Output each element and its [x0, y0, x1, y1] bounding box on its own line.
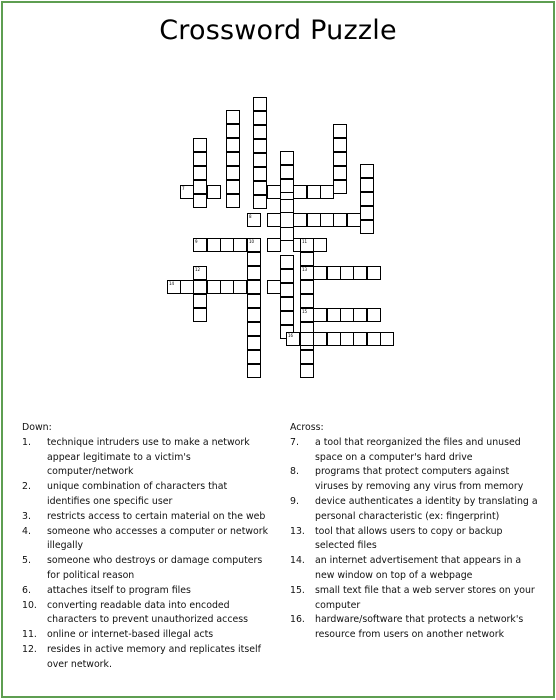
grid-cell[interactable]	[333, 180, 347, 194]
clue-text: tool that allows users to copy or backup selected files	[315, 525, 503, 552]
grid-cell[interactable]	[367, 332, 381, 346]
grid-cell[interactable]	[226, 194, 240, 208]
across-clue	[290, 613, 540, 643]
grid-cell[interactable]	[193, 308, 207, 322]
grid-cell[interactable]	[313, 332, 327, 346]
grid-cell[interactable]	[253, 125, 267, 139]
grid-cell[interactable]	[280, 179, 294, 193]
clue-number: 13.	[290, 525, 305, 537]
clue-number: 11.	[22, 629, 37, 641]
grid-cell[interactable]	[167, 280, 181, 294]
grid-cell[interactable]	[247, 350, 261, 364]
grid-cell[interactable]	[347, 213, 361, 227]
clue-number: 6.	[22, 584, 31, 596]
grid-cell[interactable]	[280, 151, 294, 165]
grid-cell[interactable]	[360, 220, 374, 234]
grid-cell[interactable]	[207, 238, 221, 252]
grid-cell[interactable]	[300, 294, 314, 308]
clue-number: 14.	[290, 555, 305, 567]
grid-cell[interactable]	[226, 124, 240, 138]
grid-cell[interactable]	[300, 252, 314, 266]
grid-cell[interactable]	[307, 213, 321, 227]
across-clue-list	[290, 436, 540, 643]
grid-cell[interactable]	[333, 152, 347, 166]
clue-number: 15	[302, 309, 308, 314]
grid-cell[interactable]	[226, 180, 240, 194]
grid-cell[interactable]	[280, 227, 294, 241]
down-clue-list	[22, 436, 272, 673]
clue-number: 9.	[290, 495, 299, 507]
grid-cell[interactable]	[313, 238, 327, 252]
grid-cell[interactable]	[353, 308, 367, 322]
clue-number: 9	[195, 239, 198, 244]
across-clue	[290, 465, 540, 495]
down-clue	[22, 510, 272, 525]
grid-cell[interactable]	[340, 266, 354, 280]
grid-cell[interactable]	[293, 213, 307, 227]
grid-cell[interactable]	[220, 280, 234, 294]
clue-text: programs that protect computers against viruses by removing any virus from memory	[315, 466, 524, 493]
clue-number: 13	[302, 267, 308, 272]
across-clue	[290, 436, 540, 466]
across-heading: Across:	[290, 422, 324, 433]
down-clues	[22, 421, 272, 673]
clue-text: someone who destroys or damage computers for political reason	[47, 555, 263, 581]
grid-cell[interactable]	[300, 364, 314, 378]
clue-number: 2.	[22, 481, 31, 493]
grid-cell[interactable]	[360, 178, 374, 192]
grid-cell[interactable]	[280, 311, 294, 325]
clue-text: device authenticates a identity by translating a personal characteristic (ex: fingerprint)	[315, 495, 538, 522]
clue-number: 7	[182, 186, 185, 191]
grid-cell[interactable]	[193, 280, 207, 294]
clue-number: 8.	[290, 466, 299, 478]
grid-cell[interactable]	[367, 266, 381, 280]
across-clues	[290, 421, 540, 643]
grid-cell[interactable]	[193, 166, 207, 180]
grid-cell[interactable]	[226, 166, 240, 180]
grid-cell[interactable]	[193, 294, 207, 308]
grid-cell[interactable]	[220, 238, 234, 252]
clue-text: online or internet-based illegal acts	[47, 629, 214, 641]
clue-number: 4.	[22, 525, 31, 537]
grid-cell[interactable]	[360, 164, 374, 178]
grid-cell[interactable]	[340, 332, 354, 346]
grid-cell[interactable]	[333, 124, 347, 138]
clue-number: 12	[195, 267, 201, 272]
grid-cell[interactable]	[247, 364, 261, 378]
clue-number: 12.	[22, 643, 37, 655]
grid-cell[interactable]	[253, 139, 267, 153]
grid-cell[interactable]	[360, 192, 374, 206]
clue-number: 16	[288, 333, 294, 338]
grid-cell[interactable]	[267, 213, 281, 227]
grid-cell[interactable]	[267, 238, 281, 252]
grid-cell[interactable]	[193, 194, 207, 208]
across-clue	[290, 584, 540, 614]
grid-cell[interactable]	[253, 111, 267, 125]
grid-cell[interactable]	[327, 266, 341, 280]
grid-cell[interactable]	[233, 238, 247, 252]
clue-text: restricts access to certain material on the web	[47, 510, 266, 522]
grid-cell[interactable]	[313, 266, 327, 280]
down-heading: Down:	[22, 422, 52, 433]
grid-cell[interactable]	[300, 332, 314, 346]
grid-cell[interactable]	[253, 195, 267, 209]
grid-cell[interactable]	[253, 153, 267, 167]
grid-cell[interactable]	[280, 165, 294, 179]
grid-cell[interactable]	[280, 283, 294, 297]
grid-cell[interactable]	[226, 110, 240, 124]
grid-cell[interactable]	[380, 332, 394, 346]
clue-text: small text file that a web server stores on your computer	[315, 584, 535, 611]
down-clue	[22, 554, 272, 584]
grid-cell[interactable]	[327, 308, 341, 322]
grid-cell[interactable]	[247, 238, 261, 252]
down-clue	[22, 436, 272, 480]
grid-cell[interactable]	[340, 308, 354, 322]
clue-number: 16.	[290, 614, 305, 626]
grid-cell[interactable]	[360, 206, 374, 220]
grid-cell[interactable]	[320, 185, 334, 199]
grid-cell[interactable]	[293, 185, 307, 199]
clue-text: a tool that reorganized the files and unused space on a computer's hard drive	[315, 436, 521, 463]
clue-number: 1.	[22, 436, 31, 448]
grid-cell[interactable]	[300, 308, 314, 322]
grid-cell[interactable]	[300, 238, 314, 252]
clue-number: 10.	[22, 599, 37, 611]
grid-cell[interactable]	[226, 138, 240, 152]
grid-cell[interactable]	[207, 280, 221, 294]
grid-cell[interactable]	[353, 266, 367, 280]
clue-number: 3.	[22, 510, 31, 522]
grid-cell[interactable]	[307, 185, 321, 199]
clue-number: 11	[302, 239, 308, 244]
grid-cell[interactable]	[300, 280, 314, 294]
grid-cell[interactable]	[247, 308, 261, 322]
down-clue	[22, 599, 272, 629]
grid-cell[interactable]	[247, 213, 261, 227]
grid-cell[interactable]	[267, 280, 281, 294]
across-clue	[290, 495, 540, 525]
grid-cell[interactable]	[367, 308, 381, 322]
grid-cell[interactable]	[247, 322, 261, 336]
down-clue	[22, 584, 272, 599]
grid-cell[interactable]	[267, 185, 281, 199]
grid-cell[interactable]	[280, 269, 294, 283]
grid-cell[interactable]	[193, 180, 207, 194]
clue-text: someone who accesses a computer or network illegally	[47, 525, 269, 552]
grid-cell[interactable]	[280, 297, 294, 311]
grid-cell[interactable]	[193, 138, 207, 152]
grid-cell[interactable]	[333, 213, 347, 227]
clue-number: 8	[249, 214, 252, 219]
grid-cell[interactable]	[280, 255, 294, 269]
grid-cell[interactable]	[286, 332, 300, 346]
clue-text: attaches itself to program files	[47, 584, 191, 596]
down-clue	[22, 480, 272, 510]
grid-cell[interactable]	[180, 280, 194, 294]
grid-cell[interactable]	[300, 350, 314, 364]
grid-cell[interactable]	[333, 138, 347, 152]
clue-number: 5.	[22, 555, 31, 567]
grid-cell[interactable]	[320, 213, 334, 227]
clue-text: resides in active memory and replicates itself over network.	[47, 643, 261, 670]
grid-cell[interactable]	[193, 238, 207, 252]
clue-number: 14	[169, 281, 175, 286]
grid-cell[interactable]	[253, 97, 267, 111]
grid-cell[interactable]	[300, 266, 314, 280]
grid-cell[interactable]	[253, 167, 267, 181]
down-clue	[22, 643, 272, 673]
grid-cell[interactable]	[327, 332, 341, 346]
grid-cell[interactable]	[333, 166, 347, 180]
page-title: Crossword Puzzle	[159, 15, 397, 46]
clue-number: 7.	[290, 436, 299, 448]
across-clue	[290, 525, 540, 555]
across-clue	[290, 554, 540, 584]
clue-text: an internet advertisement that appears in a new window on top of a webpage	[315, 555, 522, 581]
down-clue	[22, 628, 272, 643]
grid-cell[interactable]	[280, 199, 294, 213]
clue-text: hardware/software that protects a network's resource from users on another network	[315, 614, 524, 641]
grid-cell[interactable]	[247, 266, 261, 280]
clue-text: technique intruders use to make a network appear legitimate to a victim's computer/network	[47, 436, 250, 478]
clue-number: 15.	[290, 584, 305, 596]
down-clue	[22, 525, 272, 555]
grid-cell[interactable]	[247, 336, 261, 350]
clue-text: converting readable data into encoded characters to prevent unauthorized access	[47, 599, 249, 626]
grid-cell[interactable]	[353, 332, 367, 346]
clue-number: 10	[249, 239, 255, 244]
grid-cell[interactable]	[253, 181, 267, 195]
grid-cell[interactable]	[207, 185, 221, 199]
grid-cell[interactable]	[193, 152, 207, 166]
grid-cell[interactable]	[247, 294, 261, 308]
grid-cell[interactable]	[313, 308, 327, 322]
grid-cell[interactable]	[226, 152, 240, 166]
grid-cell[interactable]	[180, 185, 194, 199]
grid-cell[interactable]	[247, 280, 261, 294]
grid-cell[interactable]	[233, 280, 247, 294]
grid-cell[interactable]	[247, 252, 261, 266]
clue-text: unique combination of characters that identifies one specific user	[47, 481, 228, 507]
grid-cell[interactable]	[193, 266, 207, 280]
